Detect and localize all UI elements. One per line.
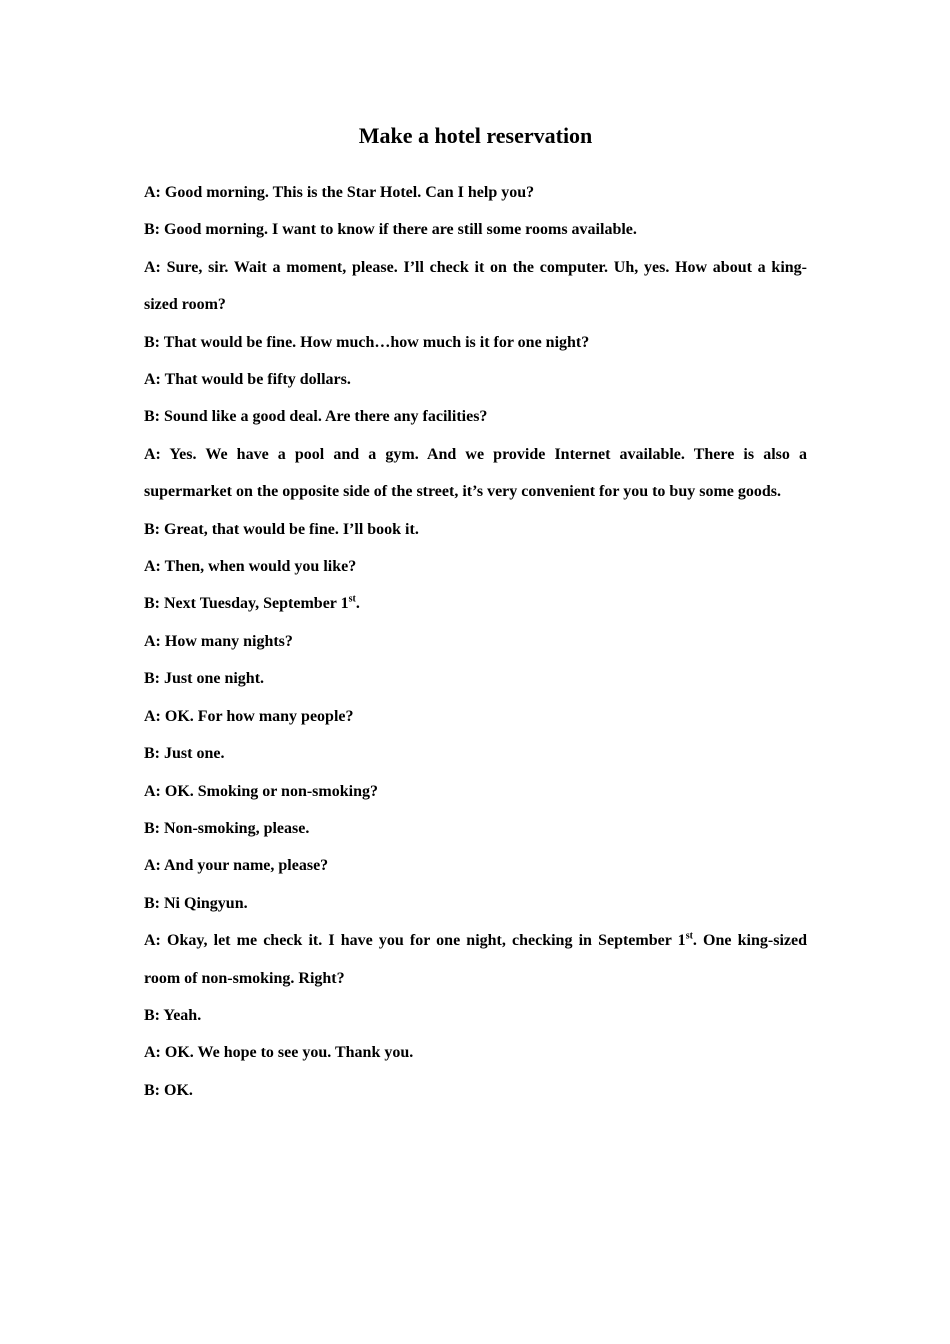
dialogue	[144, 174, 807, 1109]
dialogue-text: A: OK. We hope to see you. Thank you.	[144, 1044, 414, 1062]
dialogue-text: A: Yes. We have a pool and a gym. And we provide Internet available. There is also a supermarket on the opposite side of the street, it’s very convenient for you to buy some goods.	[144, 445, 807, 501]
document-page	[144, 120, 807, 1109]
dialogue-text: B: Next Tuesday, September 1	[144, 595, 349, 613]
dialogue-text: A: How many nights?	[144, 632, 293, 650]
dialogue-line	[144, 997, 807, 1034]
dialogue-line	[144, 885, 807, 922]
dialogue-line	[144, 361, 807, 398]
dialogue-text: A: Then, when would you like?	[144, 558, 357, 576]
dialogue-text: B: Non-smoking, please.	[144, 819, 310, 837]
dialogue-line	[144, 511, 807, 548]
dialogue-text: B: Ni Qingyun.	[144, 894, 248, 912]
dialogue-text: A: OK. For how many people?	[144, 707, 354, 725]
dialogue-line	[144, 735, 807, 772]
dialogue-text: A: And your name, please?	[144, 857, 329, 875]
dialogue-text: A: OK. Smoking or non-smoking?	[144, 782, 378, 800]
ordinal-suffix: st	[348, 594, 356, 606]
dialogue-line	[144, 211, 807, 248]
dialogue-text: B: OK.	[144, 1081, 193, 1099]
dialogue-text: A: Okay, let me check it. I have you for one night, checking in September 1	[144, 932, 686, 950]
dialogue-text: B: Just one night.	[144, 670, 265, 688]
dialogue-line	[144, 249, 807, 324]
dialogue-line	[144, 847, 807, 884]
dialogue-text: A: Sure, sir. Wait a moment, please. I’ll check it on the computer. Uh, yes. How about a king-sized room?	[144, 258, 807, 314]
dialogue-line	[144, 810, 807, 847]
dialogue-line	[144, 773, 807, 810]
dialogue-line	[144, 585, 807, 622]
dialogue-text-tail: .	[355, 595, 360, 613]
dialogue-text: B: Yeah.	[144, 1006, 202, 1024]
dialogue-text: A: Good morning. This is the Star Hotel. Can I help you?	[144, 184, 535, 201]
dialogue-line	[144, 660, 807, 697]
dialogue-text: A: That would be fifty dollars.	[144, 371, 351, 389]
dialogue-text: B: Good morning. I want to know if there are still some rooms available.	[144, 221, 637, 239]
dialogue-text: B: That would be fine. How much…how much is it for one night?	[144, 333, 590, 351]
dialogue-line	[144, 922, 807, 997]
dialogue-text: B: Sound like a good deal. Are there any facilities?	[144, 408, 488, 426]
dialogue-line	[144, 1072, 807, 1109]
dialogue-line	[144, 436, 807, 511]
dialogue-line	[144, 698, 807, 735]
dialogue-line	[144, 548, 807, 585]
dialogue-text: B: Great, that would be fine. I’ll book it.	[144, 520, 419, 538]
ordinal-suffix: st	[685, 930, 693, 942]
dialogue-line	[144, 1034, 807, 1071]
dialogue-line	[144, 324, 807, 361]
dialogue-line	[144, 623, 807, 660]
dialogue-text-tail: . One king-sized room of non-smoking. Right?	[144, 932, 807, 987]
document-title: Make a hotel reservation	[358, 123, 593, 148]
dialogue-line	[144, 174, 807, 211]
dialogue-line	[144, 398, 807, 435]
dialogue-text: B: Just one.	[144, 745, 225, 763]
